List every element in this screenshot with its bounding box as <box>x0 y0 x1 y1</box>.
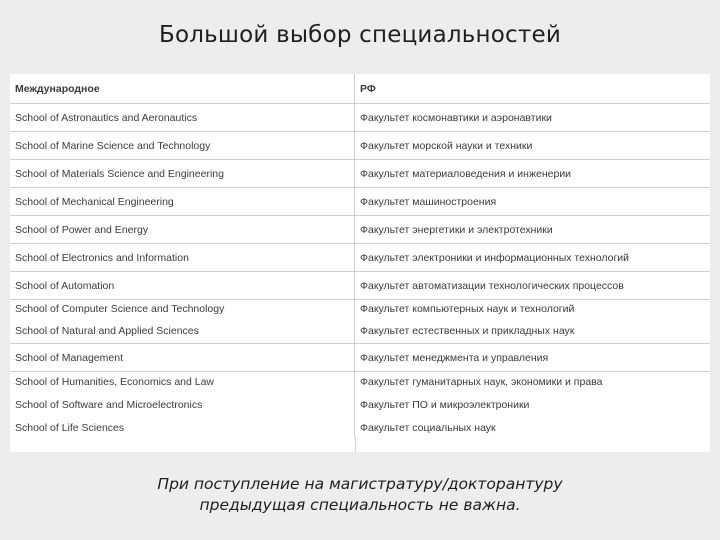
table-row <box>10 104 710 132</box>
slide-title: Большой выбор специальностей <box>158 22 561 48</box>
rf-faculty-name: Факультет автоматизации технологических процессов <box>360 279 624 292</box>
rf-faculty-name: Факультет социальных наук <box>360 422 496 434</box>
rf-faculty-name: Факультет машиностроения <box>360 195 497 208</box>
specialties-table <box>10 74 710 452</box>
rf-faculty-name: Факультет космонавтики и аэронавтики <box>360 111 552 124</box>
footnote-line-2: предыдущая специальность не важна. <box>199 496 521 514</box>
table-row <box>10 372 710 392</box>
table-row <box>10 244 710 272</box>
international-school-name: School of Power and Energy <box>10 216 355 243</box>
footnote-line-1: При поступление на магистратуру/докторантуру <box>157 475 563 493</box>
table-row <box>10 132 710 160</box>
international-school-name: School of Mechanical Engineering <box>10 188 355 215</box>
international-school-name: School of Management <box>10 344 355 371</box>
table-row <box>10 418 710 438</box>
international-school-name: School of Humanities, Economics and Law <box>10 372 355 392</box>
rf-faculty-name: Факультет естественных и прикладных наук <box>360 324 575 337</box>
table-row <box>10 216 710 244</box>
table-row <box>10 392 710 418</box>
international-school-name: School of Automation <box>10 272 355 299</box>
international-school-name: School of Software and Microelectronics <box>10 392 355 418</box>
international-school-name: School of Astronautics and Aeronautics <box>10 104 355 131</box>
rf-faculty-name: Факультет энергетики и электротехники <box>360 223 553 236</box>
rf-faculty-name: Факультет гуманитарных наук, экономики и права <box>360 376 603 388</box>
rf-faculty-name: Факультет материаловедения и инженерии <box>360 167 572 180</box>
rf-faculty-name: Факультет менеджмента и управления <box>360 351 549 364</box>
rf-faculty-name: Факультет ПО и микроэлектроники <box>360 399 530 411</box>
table-row <box>10 318 710 344</box>
header-rf: РФ <box>360 82 376 95</box>
column-divider <box>355 438 356 452</box>
international-school-name: School of Life Sciences <box>10 418 355 438</box>
international-school-name: School of Materials Science and Engineering <box>10 160 355 187</box>
header-international: Международное <box>10 74 355 103</box>
table-row <box>10 300 710 318</box>
table-row <box>10 188 710 216</box>
international-school-name: School of Electronics and Information <box>10 244 355 271</box>
table-row <box>10 344 710 372</box>
rf-faculty-name: Факультет электроники и информационных технологий <box>360 251 630 264</box>
footnote <box>85 474 720 516</box>
table-row <box>10 160 710 188</box>
international-school-name: School of Marine Science and Technology <box>10 132 355 159</box>
table-header-row <box>10 74 710 104</box>
rf-faculty-name: Факультет компьютерных наук и технологий <box>360 303 575 315</box>
rf-faculty-name: Факультет морской науки и техники <box>360 139 533 152</box>
international-school-name: School of Natural and Applied Sciences <box>10 318 355 343</box>
table-row <box>10 272 710 300</box>
international-school-name: School of Computer Science and Technology <box>10 300 355 318</box>
